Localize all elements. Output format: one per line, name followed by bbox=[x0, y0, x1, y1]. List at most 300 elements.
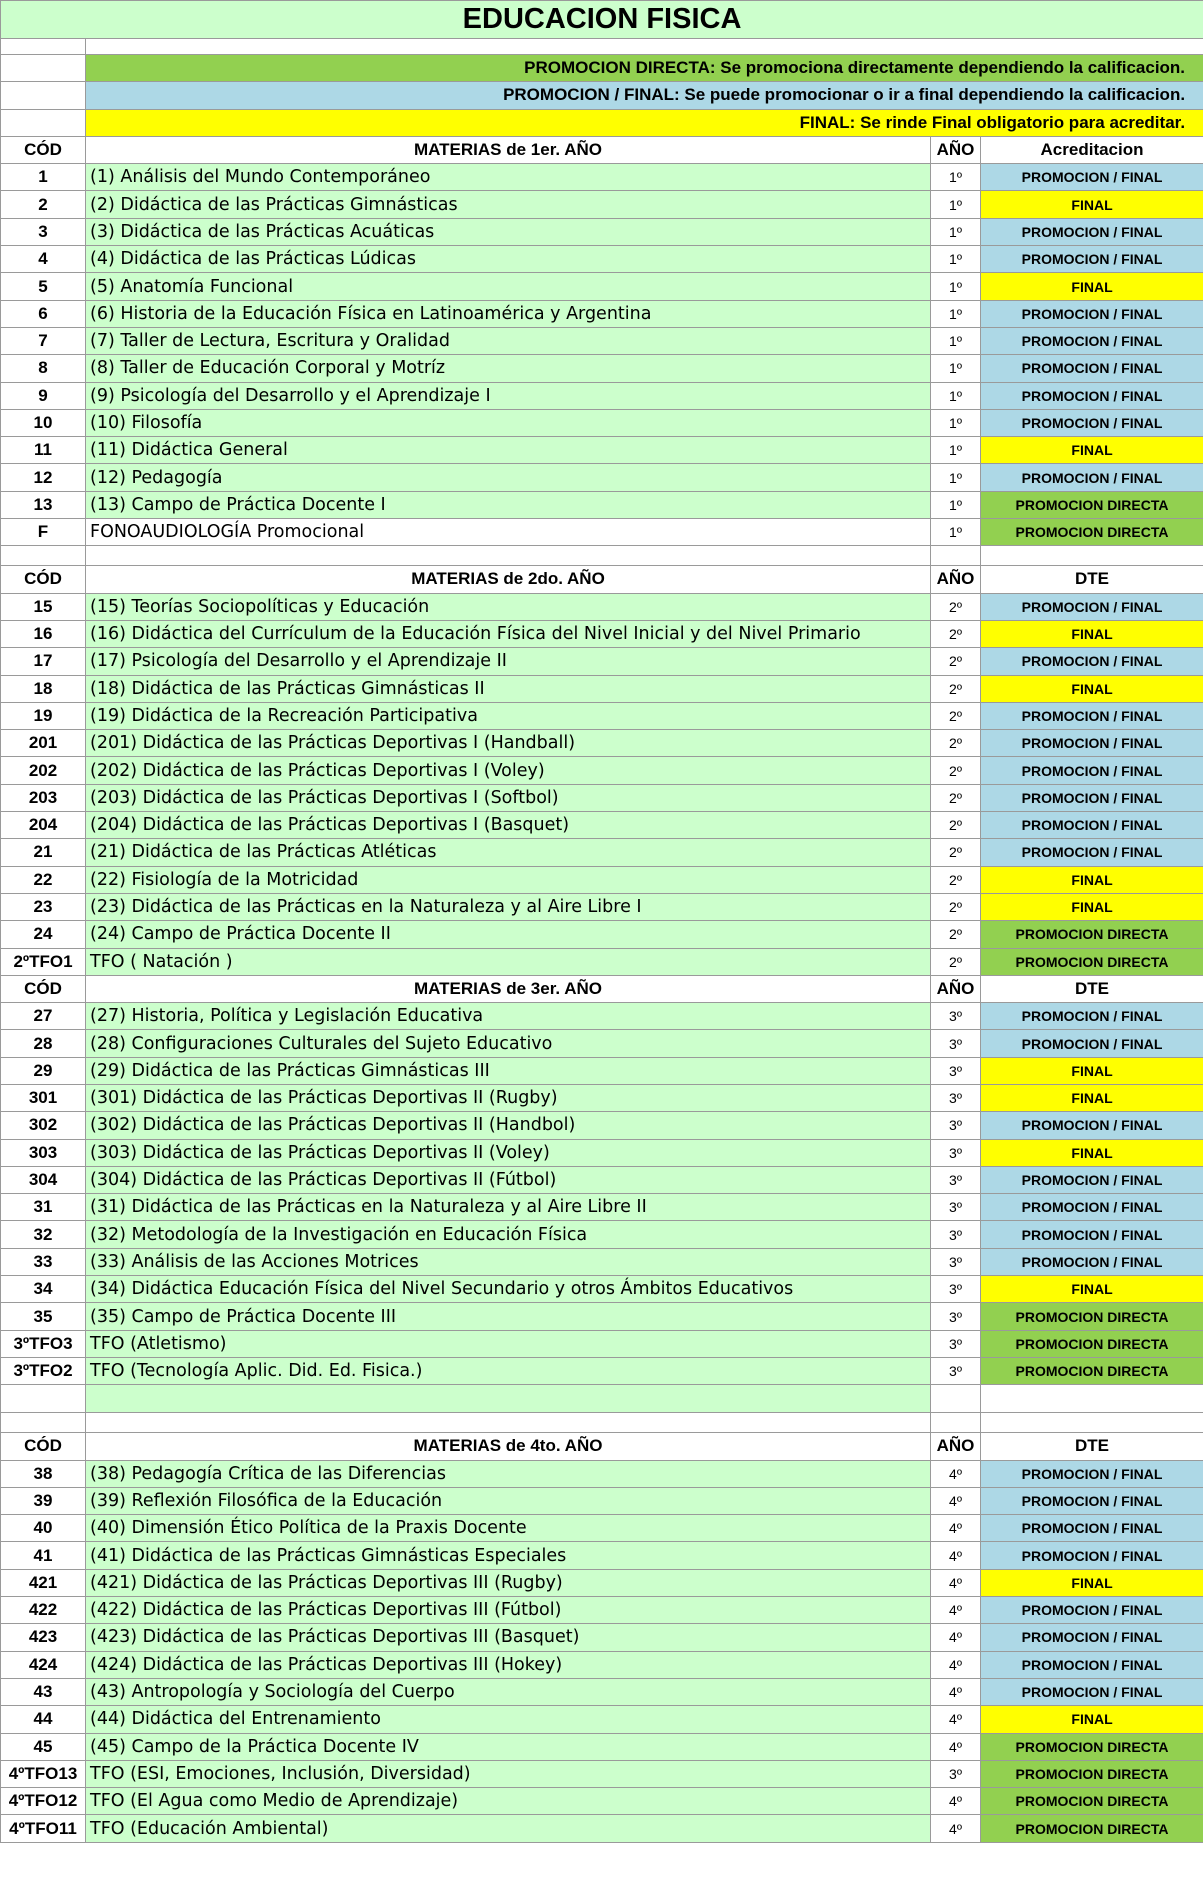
table-row bbox=[1, 491, 1203, 518]
subject-year: 1º bbox=[931, 218, 981, 245]
subject-year: 3º bbox=[931, 1084, 981, 1111]
table-row bbox=[1, 382, 1203, 409]
table-row bbox=[1, 437, 1203, 464]
subject-year: 1º bbox=[931, 300, 981, 327]
subject-year: 2º bbox=[931, 757, 981, 784]
column-header-cod: CÓD bbox=[1, 975, 86, 1002]
table-row bbox=[1, 757, 1203, 784]
subject-code: 424 bbox=[1, 1651, 86, 1678]
subject-name: (303) Didáctica de las Prácticas Deportivas II (Voley) bbox=[86, 1139, 931, 1166]
empty-cell bbox=[1, 82, 86, 109]
subject-code: 421 bbox=[1, 1569, 86, 1596]
table-row bbox=[1, 1515, 1203, 1542]
table-row bbox=[1, 1542, 1203, 1569]
subject-year: 3º bbox=[931, 1760, 981, 1787]
table-row bbox=[1, 409, 1203, 436]
subject-code: 3ºTFO3 bbox=[1, 1330, 86, 1357]
subject-year: 2º bbox=[931, 921, 981, 948]
status-badge: PROMOCION / FINAL bbox=[981, 1624, 1203, 1651]
table-row bbox=[1, 921, 1203, 948]
subject-code: 6 bbox=[1, 300, 86, 327]
subject-year: 2º bbox=[931, 948, 981, 975]
subject-name: (45) Campo de la Práctica Docente IV bbox=[86, 1733, 931, 1760]
status-badge: PROMOCION / FINAL bbox=[981, 1515, 1203, 1542]
subject-code: 31 bbox=[1, 1194, 86, 1221]
table-row bbox=[1, 355, 1203, 382]
table-row bbox=[1, 1706, 1203, 1733]
status-badge: PROMOCION / FINAL bbox=[981, 1460, 1203, 1487]
subject-code: 4ºTFO12 bbox=[1, 1788, 86, 1815]
status-badge: FINAL bbox=[981, 893, 1203, 920]
subject-name: (27) Historia, Política y Legislación Educativa bbox=[86, 1003, 931, 1030]
table-row bbox=[1, 1624, 1203, 1651]
subject-code: 304 bbox=[1, 1166, 86, 1193]
subject-code: 3 bbox=[1, 218, 86, 245]
status-badge: PROMOCION / FINAL bbox=[981, 757, 1203, 784]
table-row bbox=[1, 1357, 1203, 1384]
table-row bbox=[1, 218, 1203, 245]
subject-name: (11) Didáctica General bbox=[86, 437, 931, 464]
subject-name: (28) Configuraciones Culturales del Sujeto Educativo bbox=[86, 1030, 931, 1057]
status-badge: PROMOCION / FINAL bbox=[981, 839, 1203, 866]
subject-name: (4) Didáctica de las Prácticas Lúdicas bbox=[86, 246, 931, 273]
subject-code: 43 bbox=[1, 1678, 86, 1705]
subject-year: 4º bbox=[931, 1542, 981, 1569]
subject-year: 3º bbox=[931, 1112, 981, 1139]
status-badge: PROMOCION / FINAL bbox=[981, 327, 1203, 354]
table-row bbox=[1, 519, 1203, 546]
subject-name: (43) Antropología y Sociología del Cuerpo bbox=[86, 1678, 931, 1705]
table-row bbox=[1, 948, 1203, 975]
subject-code: 44 bbox=[1, 1706, 86, 1733]
subject-code: 423 bbox=[1, 1624, 86, 1651]
subject-name: (301) Didáctica de las Prácticas Deportivas II (Rugby) bbox=[86, 1084, 931, 1111]
subject-year: 1º bbox=[931, 491, 981, 518]
status-badge: PROMOCION / FINAL bbox=[981, 1597, 1203, 1624]
subject-name: (423) Didáctica de las Prácticas Deportivas III (Basquet) bbox=[86, 1624, 931, 1651]
status-badge: PROMOCION / FINAL bbox=[981, 1487, 1203, 1514]
status-badge: FINAL bbox=[981, 1057, 1203, 1084]
status-badge: PROMOCION / FINAL bbox=[981, 464, 1203, 491]
subject-year: 3º bbox=[931, 1357, 981, 1384]
subject-year: 4º bbox=[931, 1597, 981, 1624]
subject-name: (302) Didáctica de las Prácticas Deportivas II (Handbol) bbox=[86, 1112, 931, 1139]
subject-code: 302 bbox=[1, 1112, 86, 1139]
status-badge: PROMOCION / FINAL bbox=[981, 300, 1203, 327]
subject-year: 4º bbox=[931, 1651, 981, 1678]
status-badge: FINAL bbox=[981, 675, 1203, 702]
table-row bbox=[1, 1460, 1203, 1487]
subject-name: TFO (Educación Ambiental) bbox=[86, 1815, 931, 1842]
subject-year: 1º bbox=[931, 409, 981, 436]
subject-name: TFO (El Agua como Medio de Aprendizaje) bbox=[86, 1788, 931, 1815]
subject-name: (31) Didáctica de las Prácticas en la Naturaleza y al Aire Libre II bbox=[86, 1194, 931, 1221]
subject-code: 203 bbox=[1, 784, 86, 811]
section-header-row bbox=[1, 975, 1203, 1002]
subject-code: 27 bbox=[1, 1003, 86, 1030]
status-badge: PROMOCION / FINAL bbox=[981, 1166, 1203, 1193]
status-badge: PROMOCION / FINAL bbox=[981, 218, 1203, 245]
subject-year: 2º bbox=[931, 812, 981, 839]
status-badge: PROMOCION DIRECTA bbox=[981, 491, 1203, 518]
subject-name: (5) Anatomía Funcional bbox=[86, 273, 931, 300]
table-row bbox=[1, 246, 1203, 273]
subject-name: (40) Dimensión Ético Política de la Praxis Docente bbox=[86, 1515, 931, 1542]
status-badge: PROMOCION DIRECTA bbox=[981, 1330, 1203, 1357]
subject-name: (41) Didáctica de las Prácticas Gimnásticas Especiales bbox=[86, 1542, 931, 1569]
subject-year: 2º bbox=[931, 675, 981, 702]
subject-year: 1º bbox=[931, 273, 981, 300]
subject-year: 1º bbox=[931, 246, 981, 273]
table-row bbox=[1, 1760, 1203, 1787]
subject-name: (304) Didáctica de las Prácticas Deportivas II (Fútbol) bbox=[86, 1166, 931, 1193]
table-row bbox=[1, 730, 1203, 757]
subject-code: 4ºTFO13 bbox=[1, 1760, 86, 1787]
empty-cell bbox=[86, 1413, 931, 1433]
column-header-materias: MATERIAS de 3er. AÑO bbox=[86, 975, 931, 1002]
subject-year: 4º bbox=[931, 1487, 981, 1514]
section-header-row bbox=[1, 136, 1203, 163]
table-row bbox=[1, 1651, 1203, 1678]
table-row bbox=[1, 1003, 1203, 1030]
status-badge: FINAL bbox=[981, 1276, 1203, 1303]
subject-year: 2º bbox=[931, 648, 981, 675]
status-badge: FINAL bbox=[981, 866, 1203, 893]
table-row bbox=[1, 1112, 1203, 1139]
status-badge: FINAL bbox=[981, 1706, 1203, 1733]
subject-year: 3º bbox=[931, 1057, 981, 1084]
subject-code: 301 bbox=[1, 1084, 86, 1111]
subject-code: 35 bbox=[1, 1303, 86, 1330]
column-header-cod: CÓD bbox=[1, 1433, 86, 1460]
empty-cell bbox=[1, 39, 86, 55]
subject-name: (3) Didáctica de las Prácticas Acuáticas bbox=[86, 218, 931, 245]
subject-name: (10) Filosofía bbox=[86, 409, 931, 436]
table-row bbox=[1, 1733, 1203, 1760]
subject-year: 4º bbox=[931, 1460, 981, 1487]
status-badge: PROMOCION / FINAL bbox=[981, 648, 1203, 675]
subject-year: 3º bbox=[931, 1166, 981, 1193]
status-badge: PROMOCION DIRECTA bbox=[981, 1788, 1203, 1815]
subject-code: 24 bbox=[1, 921, 86, 948]
subject-code: 10 bbox=[1, 409, 86, 436]
table-row bbox=[1, 593, 1203, 620]
subject-name: (35) Campo de Práctica Docente III bbox=[86, 1303, 931, 1330]
subject-name: (24) Campo de Práctica Docente II bbox=[86, 921, 931, 948]
status-badge: PROMOCION DIRECTA bbox=[981, 921, 1203, 948]
subject-year: 1º bbox=[931, 355, 981, 382]
table-row bbox=[1, 1303, 1203, 1330]
subject-year: 1º bbox=[931, 382, 981, 409]
status-badge: PROMOCION DIRECTA bbox=[981, 948, 1203, 975]
subject-code: 18 bbox=[1, 675, 86, 702]
subject-name: (15) Teorías Sociopolíticas y Educación bbox=[86, 593, 931, 620]
status-badge: PROMOCION / FINAL bbox=[981, 593, 1203, 620]
status-badge: PROMOCION / FINAL bbox=[981, 246, 1203, 273]
status-badge: FINAL bbox=[981, 437, 1203, 464]
status-badge: PROMOCION / FINAL bbox=[981, 1221, 1203, 1248]
empty-cell bbox=[86, 39, 1203, 55]
table-row bbox=[1, 839, 1203, 866]
section-header-row bbox=[1, 1433, 1203, 1460]
table-row bbox=[1, 1597, 1203, 1624]
subject-year: 3º bbox=[931, 1003, 981, 1030]
spacer-row bbox=[1, 39, 1203, 55]
subject-name: (21) Didáctica de las Prácticas Atléticas bbox=[86, 839, 931, 866]
subject-name: (422) Didáctica de las Prácticas Deportivas III (Fútbol) bbox=[86, 1597, 931, 1624]
subject-code: 8 bbox=[1, 355, 86, 382]
subject-code: 34 bbox=[1, 1276, 86, 1303]
column-header-materias: MATERIAS de 2do. AÑO bbox=[86, 566, 931, 593]
subject-code: 202 bbox=[1, 757, 86, 784]
subject-code: 32 bbox=[1, 1221, 86, 1248]
subject-name: TFO (Tecnología Aplic. Did. Ed. Fisica.) bbox=[86, 1357, 931, 1384]
subject-year: 1º bbox=[931, 437, 981, 464]
subject-code: 9 bbox=[1, 382, 86, 409]
table-row bbox=[1, 1487, 1203, 1514]
subject-year: 2º bbox=[931, 620, 981, 647]
subject-name: (19) Didáctica de la Recreación Participativa bbox=[86, 702, 931, 729]
subject-name: (17) Psicología del Desarrollo y el Aprendizaje II bbox=[86, 648, 931, 675]
subject-name: (34) Didáctica Educación Física del Nivel Secundario y otros Ámbitos Educativos bbox=[86, 1276, 931, 1303]
subject-name: (23) Didáctica de las Prácticas en la Naturaleza y al Aire Libre I bbox=[86, 893, 931, 920]
subject-name: (33) Análisis de las Acciones Motrices bbox=[86, 1248, 931, 1275]
subject-code: 5 bbox=[1, 273, 86, 300]
subject-code: 204 bbox=[1, 812, 86, 839]
status-badge: PROMOCION / FINAL bbox=[981, 1542, 1203, 1569]
subject-code: 33 bbox=[1, 1248, 86, 1275]
subject-name: (2) Didáctica de las Prácticas Gimnásticas bbox=[86, 191, 931, 218]
table-row bbox=[1, 620, 1203, 647]
empty-cell bbox=[931, 1385, 981, 1413]
title-row bbox=[1, 1, 1203, 39]
subject-year: 2º bbox=[931, 893, 981, 920]
table-row bbox=[1, 1330, 1203, 1357]
subject-year: 2º bbox=[931, 593, 981, 620]
table-row bbox=[1, 191, 1203, 218]
subject-code: 4ºTFO11 bbox=[1, 1815, 86, 1842]
subject-year: 1º bbox=[931, 191, 981, 218]
subject-name: (39) Reflexión Filosófica de la Educación bbox=[86, 1487, 931, 1514]
subject-name: (32) Metodología de la Investigación en Educación Física bbox=[86, 1221, 931, 1248]
legend-final: FINAL: Se rinde Final obligatorio para acreditar. bbox=[86, 109, 1203, 136]
table-row bbox=[1, 1678, 1203, 1705]
subject-code: 16 bbox=[1, 620, 86, 647]
column-header-ano: AÑO bbox=[931, 1433, 981, 1460]
status-badge: PROMOCION / FINAL bbox=[981, 409, 1203, 436]
subject-year: 4º bbox=[931, 1678, 981, 1705]
status-badge: PROMOCION / FINAL bbox=[981, 1194, 1203, 1221]
subject-code: 28 bbox=[1, 1030, 86, 1057]
empty-cell bbox=[86, 546, 931, 566]
status-badge: PROMOCION / FINAL bbox=[981, 355, 1203, 382]
status-badge: PROMOCION / FINAL bbox=[981, 1003, 1203, 1030]
column-header-acreditacion: DTE bbox=[981, 975, 1203, 1002]
subject-code: 39 bbox=[1, 1487, 86, 1514]
subject-code: 21 bbox=[1, 839, 86, 866]
empty-cell bbox=[931, 546, 981, 566]
status-badge: PROMOCION / FINAL bbox=[981, 1030, 1203, 1057]
status-badge: PROMOCION DIRECTA bbox=[981, 1760, 1203, 1787]
column-header-cod: CÓD bbox=[1, 566, 86, 593]
subject-name: (44) Didáctica del Entrenamiento bbox=[86, 1706, 931, 1733]
column-header-ano: AÑO bbox=[931, 136, 981, 163]
empty-cell bbox=[981, 1385, 1203, 1413]
subject-name: (201) Didáctica de las Prácticas Deportivas I (Handball) bbox=[86, 730, 931, 757]
subject-code: 13 bbox=[1, 491, 86, 518]
subject-name: (8) Taller de Educación Corporal y Motríz bbox=[86, 355, 931, 382]
status-badge: PROMOCION DIRECTA bbox=[981, 1303, 1203, 1330]
subject-code: 22 bbox=[1, 866, 86, 893]
subject-name: (29) Didáctica de las Prácticas Gimnásticas III bbox=[86, 1057, 931, 1084]
subject-year: 3º bbox=[931, 1330, 981, 1357]
subject-code: 23 bbox=[1, 893, 86, 920]
table-row bbox=[1, 648, 1203, 675]
subject-name: (9) Psicología del Desarrollo y el Aprendizaje I bbox=[86, 382, 931, 409]
table-row bbox=[1, 675, 1203, 702]
table-row bbox=[1, 866, 1203, 893]
table-row bbox=[1, 1815, 1203, 1842]
subject-code: 3ºTFO2 bbox=[1, 1357, 86, 1384]
column-header-cod: CÓD bbox=[1, 136, 86, 163]
subject-code: 41 bbox=[1, 1542, 86, 1569]
subject-code: 40 bbox=[1, 1515, 86, 1542]
subject-year: 1º bbox=[931, 464, 981, 491]
subject-name: (13) Campo de Práctica Docente I bbox=[86, 491, 931, 518]
subject-year: 4º bbox=[931, 1569, 981, 1596]
subject-year: 2º bbox=[931, 702, 981, 729]
subject-code: 303 bbox=[1, 1139, 86, 1166]
column-header-acreditacion: DTE bbox=[981, 566, 1203, 593]
subject-code: 19 bbox=[1, 702, 86, 729]
empty-cell bbox=[981, 546, 1203, 566]
table-row bbox=[1, 273, 1203, 300]
subject-code: 2ºTFO1 bbox=[1, 948, 86, 975]
table-row bbox=[1, 1788, 1203, 1815]
section-gap bbox=[1, 1413, 1203, 1433]
status-badge: PROMOCION DIRECTA bbox=[981, 519, 1203, 546]
subject-name: (22) Fisiología de la Motricidad bbox=[86, 866, 931, 893]
column-header-ano: AÑO bbox=[931, 566, 981, 593]
empty-cell bbox=[981, 1413, 1203, 1433]
subject-name: (202) Didáctica de las Prácticas Deportivas I (Voley) bbox=[86, 757, 931, 784]
page-title: EDUCACION FISICA bbox=[1, 1, 1203, 39]
table-row bbox=[1, 1248, 1203, 1275]
status-badge: PROMOCION / FINAL bbox=[981, 784, 1203, 811]
subject-year: 1º bbox=[931, 327, 981, 354]
subject-year: 1º bbox=[931, 519, 981, 546]
empty-cell bbox=[86, 1385, 931, 1413]
column-header-materias: MATERIAS de 1er. AÑO bbox=[86, 136, 931, 163]
table-row bbox=[1, 1084, 1203, 1111]
status-badge: FINAL bbox=[981, 620, 1203, 647]
subject-year: 4º bbox=[931, 1815, 981, 1842]
subject-code: 4 bbox=[1, 246, 86, 273]
subject-code: 15 bbox=[1, 593, 86, 620]
status-badge: FINAL bbox=[981, 191, 1203, 218]
table-row bbox=[1, 464, 1203, 491]
table-row bbox=[1, 1057, 1203, 1084]
table-row bbox=[1, 300, 1203, 327]
subject-code: 201 bbox=[1, 730, 86, 757]
status-badge: PROMOCION / FINAL bbox=[981, 1678, 1203, 1705]
subject-year: 2º bbox=[931, 866, 981, 893]
subject-code: 45 bbox=[1, 1733, 86, 1760]
subject-code: 17 bbox=[1, 648, 86, 675]
subject-year: 1º bbox=[931, 164, 981, 191]
section-header-row bbox=[1, 566, 1203, 593]
subject-code: 7 bbox=[1, 327, 86, 354]
subject-name: (203) Didáctica de las Prácticas Deportivas I (Softbol) bbox=[86, 784, 931, 811]
column-header-acreditacion: Acreditacion bbox=[981, 136, 1203, 163]
table-row bbox=[1, 1030, 1203, 1057]
empty-cell bbox=[931, 1413, 981, 1433]
subject-year: 4º bbox=[931, 1706, 981, 1733]
subject-name: FONOAUDIOLOGÍA Promocional bbox=[86, 519, 931, 546]
empty-cell bbox=[1, 55, 86, 82]
subject-year: 4º bbox=[931, 1515, 981, 1542]
table-row bbox=[1, 164, 1203, 191]
legend-promo-final: PROMOCION / FINAL: Se puede promocionar o ir a final dependiendo la calificacion. bbox=[86, 82, 1203, 109]
status-badge: PROMOCION / FINAL bbox=[981, 1112, 1203, 1139]
table-row bbox=[1, 1221, 1203, 1248]
subject-name: (421) Didáctica de las Prácticas Deportivas III (Rugby) bbox=[86, 1569, 931, 1596]
table-row bbox=[1, 1569, 1203, 1596]
status-badge: PROMOCION / FINAL bbox=[981, 702, 1203, 729]
legend-row-directa bbox=[1, 55, 1203, 82]
subject-year: 3º bbox=[931, 1139, 981, 1166]
subject-name: (6) Historia de la Educación Física en Latinoamérica y Argentina bbox=[86, 300, 931, 327]
table-row bbox=[1, 1194, 1203, 1221]
subject-code: F bbox=[1, 519, 86, 546]
subject-name: (16) Didáctica del Currículum de la Educación Física del Nivel Inicial y del Nivel Primario bbox=[86, 620, 931, 647]
subject-year: 3º bbox=[931, 1030, 981, 1057]
status-badge: PROMOCION / FINAL bbox=[981, 1651, 1203, 1678]
subject-name: (18) Didáctica de las Prácticas Gimnásticas II bbox=[86, 675, 931, 702]
table-row bbox=[1, 784, 1203, 811]
status-badge: PROMOCION / FINAL bbox=[981, 1248, 1203, 1275]
empty-cell bbox=[1, 1385, 86, 1413]
subject-year: 3º bbox=[931, 1303, 981, 1330]
status-badge: FINAL bbox=[981, 1569, 1203, 1596]
subject-code: 11 bbox=[1, 437, 86, 464]
status-badge: FINAL bbox=[981, 273, 1203, 300]
subject-name: (1) Análisis del Mundo Contemporáneo bbox=[86, 164, 931, 191]
subject-code: 422 bbox=[1, 1597, 86, 1624]
table-row bbox=[1, 812, 1203, 839]
status-badge: PROMOCION / FINAL bbox=[981, 164, 1203, 191]
subject-name: (7) Taller de Lectura, Escritura y Oralidad bbox=[86, 327, 931, 354]
status-badge: PROMOCION / FINAL bbox=[981, 730, 1203, 757]
subject-year: 2º bbox=[931, 784, 981, 811]
section-gap bbox=[1, 546, 1203, 566]
subject-name: (204) Didáctica de las Prácticas Deportivas I (Basquet) bbox=[86, 812, 931, 839]
subject-code: 2 bbox=[1, 191, 86, 218]
table-row bbox=[1, 1166, 1203, 1193]
subject-year: 2º bbox=[931, 730, 981, 757]
column-header-acreditacion: DTE bbox=[981, 1433, 1203, 1460]
subject-year: 2º bbox=[931, 839, 981, 866]
table-row bbox=[1, 327, 1203, 354]
subject-year: 3º bbox=[931, 1221, 981, 1248]
table-row bbox=[1, 1139, 1203, 1166]
status-badge: PROMOCION / FINAL bbox=[981, 812, 1203, 839]
legend-row-promo-final bbox=[1, 82, 1203, 109]
subject-year: 4º bbox=[931, 1788, 981, 1815]
column-header-materias: MATERIAS de 4to. AÑO bbox=[86, 1433, 931, 1460]
status-badge: FINAL bbox=[981, 1139, 1203, 1166]
subject-code: 29 bbox=[1, 1057, 86, 1084]
